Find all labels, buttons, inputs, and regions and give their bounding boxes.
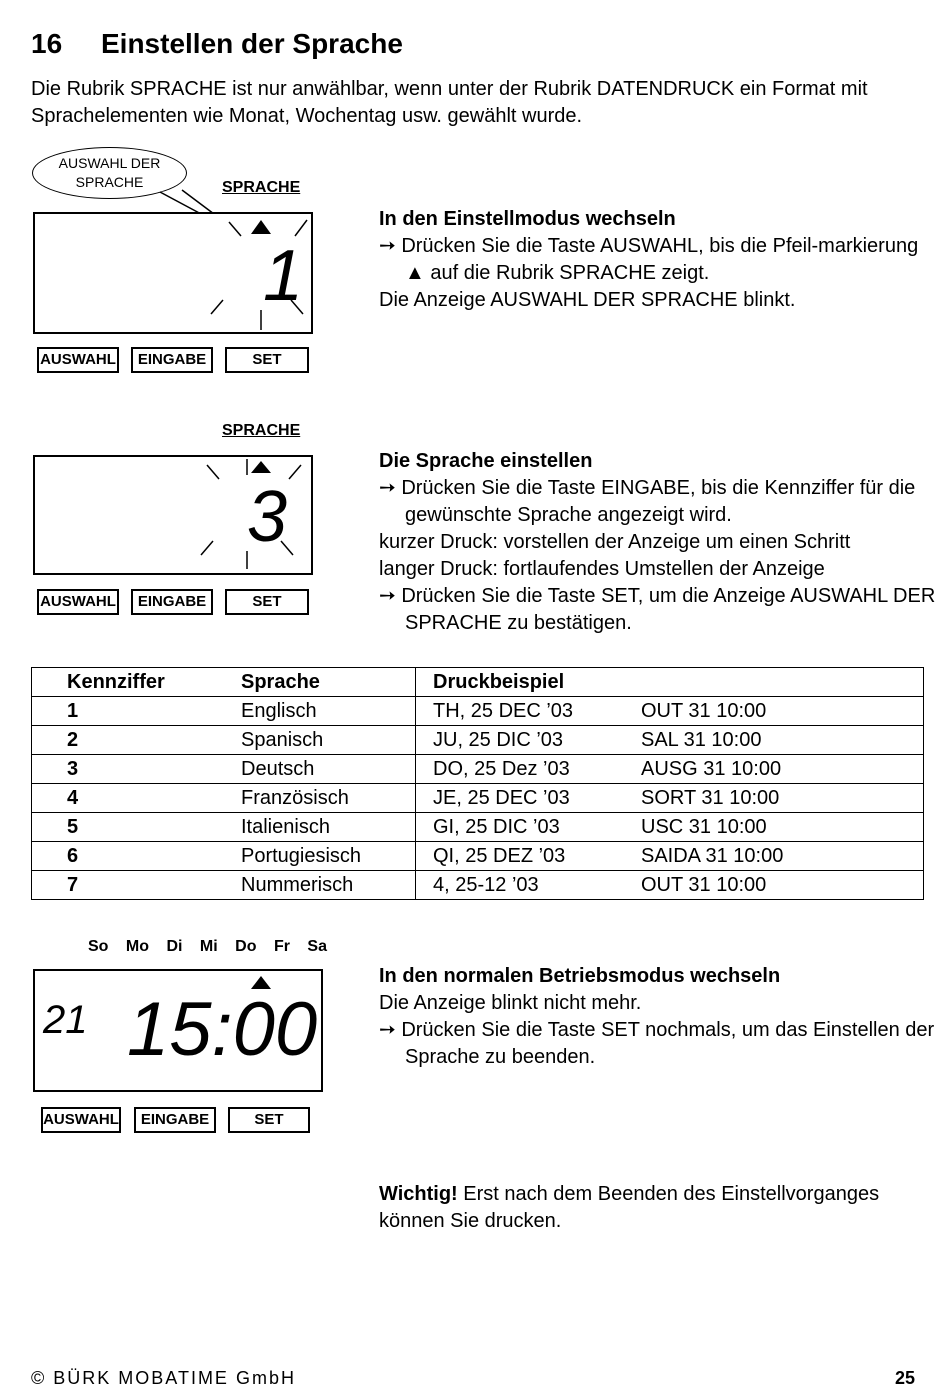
weekday-label: Mo bbox=[125, 938, 150, 955]
table-header bbox=[641, 668, 924, 697]
arrow-right-icon: ➙ bbox=[379, 477, 402, 499]
table-cell: Nummerisch bbox=[241, 871, 416, 900]
lcd-digit: 3 bbox=[246, 477, 288, 557]
instruction-2-title: Die Sprache einstellen bbox=[379, 450, 593, 472]
table-cell: Portugiesisch bbox=[241, 842, 416, 871]
instruction-3-step bbox=[379, 1017, 939, 1071]
instruction-2-step-2 bbox=[379, 583, 939, 637]
table-cell: 5 bbox=[32, 813, 242, 842]
table-cell: Deutsch bbox=[241, 755, 416, 784]
instruction-1-text: Drücken Sie die Taste AUSWAHL, bis die Pfeil-markierung ▲ auf die Rubrik SPRACHE zeigt. bbox=[401, 235, 919, 284]
table-cell: Englisch bbox=[241, 697, 416, 726]
instruction-1-note: Die Anzeige AUSWAHL DER SPRACHE blinkt. bbox=[379, 289, 796, 311]
set-button[interactable]: SET bbox=[225, 589, 309, 615]
instruction-2-short-press: kurzer Druck: vorstellen der Anzeige um einen Schritt bbox=[379, 531, 851, 553]
display-label-sprache: SPRACHE bbox=[222, 179, 301, 196]
table-cell: JU, 25 DIC ’03 bbox=[416, 726, 642, 755]
auswahl-button[interactable]: AUSWAHL bbox=[37, 347, 119, 373]
weekday-label: Sa bbox=[307, 938, 327, 955]
lcd-display-2 bbox=[33, 455, 313, 575]
table-row bbox=[32, 871, 924, 900]
weekday-label: Mi bbox=[199, 938, 218, 955]
section-title: Einstellen der Sprache bbox=[101, 28, 403, 59]
arrow-right-icon: ➙ bbox=[379, 585, 402, 607]
table-cell: 7 bbox=[32, 871, 242, 900]
arrow-right-icon: ➙ bbox=[379, 235, 402, 257]
table-cell: 4 bbox=[32, 784, 242, 813]
table-row bbox=[32, 813, 924, 842]
table-cell: TH, 25 DEC ’03 bbox=[416, 697, 642, 726]
lcd-content-2 bbox=[35, 457, 311, 573]
lcd-display-3 bbox=[33, 969, 323, 1092]
weekday-labels bbox=[88, 938, 340, 956]
eingabe-button[interactable]: EINGABE bbox=[134, 1107, 216, 1133]
lcd-content-3 bbox=[35, 971, 321, 1090]
instruction-3-title: In den normalen Betriebsmodus wechseln bbox=[379, 965, 781, 987]
table-cell: 2 bbox=[32, 726, 242, 755]
eingabe-button[interactable]: EINGABE bbox=[131, 589, 213, 615]
table-row bbox=[32, 697, 924, 726]
important-note bbox=[379, 1181, 939, 1235]
table-cell: QI, 25 DEZ ’03 bbox=[416, 842, 642, 871]
auswahl-button[interactable]: AUSWAHL bbox=[37, 589, 119, 615]
display-label-sprache-2: SPRACHE bbox=[222, 422, 301, 439]
page-title bbox=[31, 28, 403, 60]
weekday-label: Fr bbox=[273, 938, 290, 955]
table-cell: 1 bbox=[32, 697, 242, 726]
footer-copyright: © BÜRK MOBATIME GmbH bbox=[31, 1368, 296, 1388]
page-number: 25 bbox=[895, 1368, 916, 1388]
table-row bbox=[32, 842, 924, 871]
table-row bbox=[32, 726, 924, 755]
important-label: Wichtig! bbox=[379, 1183, 458, 1205]
weekday-label: Di bbox=[166, 938, 183, 955]
eingabe-button[interactable]: EINGABE bbox=[131, 347, 213, 373]
set-button[interactable]: SET bbox=[228, 1107, 310, 1133]
table-header: Sprache bbox=[241, 668, 416, 697]
instruction-1 bbox=[379, 206, 939, 314]
instruction-3-text: Drücken Sie die Taste SET nochmals, um das Einstellen der Sprache zu beenden. bbox=[401, 1019, 935, 1068]
section-number: 16 bbox=[31, 28, 63, 59]
instruction-3-note: Die Anzeige blinkt nicht mehr. bbox=[379, 992, 642, 1014]
table-cell: SAL 31 10:00 bbox=[641, 726, 924, 755]
lcd-content-1 bbox=[35, 214, 311, 332]
table-cell: AUSG 31 10:00 bbox=[641, 755, 924, 784]
table-cell: OUT 31 10:00 bbox=[641, 697, 924, 726]
instruction-2-step-1 bbox=[379, 475, 939, 529]
table-header: Kennziffer bbox=[32, 668, 242, 697]
instruction-2-text-2: Drücken Sie die Taste SET, um die Anzeige AUSWAHL DER SPRACHE zu bestätigen. bbox=[401, 585, 936, 634]
instruction-2-text-1: Drücken Sie die Taste EINGABE, bis die Kennziffer für die gewünschte Sprache angezeigt wird. bbox=[401, 477, 916, 526]
table-cell: 6 bbox=[32, 842, 242, 871]
instruction-2-long-press: langer Druck: fortlaufendes Umstellen der Anzeige bbox=[379, 558, 825, 580]
table-cell: Italienisch bbox=[241, 813, 416, 842]
table-cell: Französisch bbox=[241, 784, 416, 813]
instruction-1-step bbox=[379, 233, 939, 287]
arrow-marker-icon bbox=[251, 461, 271, 473]
table-cell: SAIDA 31 10:00 bbox=[641, 842, 924, 871]
weekday-label: Do bbox=[235, 938, 257, 955]
instruction-3 bbox=[379, 963, 939, 1071]
table-row bbox=[32, 784, 924, 813]
table-cell: GI, 25 DIC ’03 bbox=[416, 813, 642, 842]
weekday-label: So bbox=[88, 938, 109, 955]
table-cell: USC 31 10:00 bbox=[641, 813, 924, 842]
table-row bbox=[32, 755, 924, 784]
table-cell: Spanisch bbox=[241, 726, 416, 755]
table-cell: JE, 25 DEC ’03 bbox=[416, 784, 642, 813]
important-text: Erst nach dem Beenden des Einstellvorganges können Sie drucken. bbox=[379, 1183, 880, 1232]
table-cell: OUT 31 10:00 bbox=[641, 871, 924, 900]
table-header-row bbox=[32, 668, 924, 697]
table-cell: 4, 25-12 ’03 bbox=[416, 871, 642, 900]
balloon-line-2: SPRACHE bbox=[75, 174, 144, 190]
intro-text: Die Rubrik SPRACHE ist nur anwählbar, wenn unter der Rubrik DATENDRUCK ein Format mit Sprachelementen wie Monat, Wochentag usw. gewählt wurde. bbox=[31, 78, 868, 127]
balloon-line-1: AUSWAHL DER bbox=[58, 155, 161, 171]
arrow-marker-icon bbox=[251, 220, 271, 234]
lcd-day: 21 bbox=[43, 998, 88, 1042]
instruction-1-title: In den Einstellmodus wechseln bbox=[379, 208, 676, 230]
language-code-table bbox=[31, 667, 924, 900]
instruction-2 bbox=[379, 448, 939, 637]
table-header: Druckbeispiel bbox=[416, 668, 642, 697]
lcd-display-1 bbox=[33, 212, 313, 334]
table-cell: SORT 31 10:00 bbox=[641, 784, 924, 813]
arrow-right-icon: ➙ bbox=[379, 1019, 402, 1041]
set-button[interactable]: SET bbox=[225, 347, 309, 373]
table-cell: DO, 25 Dez ’03 bbox=[416, 755, 642, 784]
auswahl-button[interactable]: AUSWAHL bbox=[41, 1107, 121, 1133]
lcd-time: 15:00 bbox=[127, 987, 318, 1072]
lcd-digit: 1 bbox=[262, 236, 304, 316]
table-cell: 3 bbox=[32, 755, 242, 784]
